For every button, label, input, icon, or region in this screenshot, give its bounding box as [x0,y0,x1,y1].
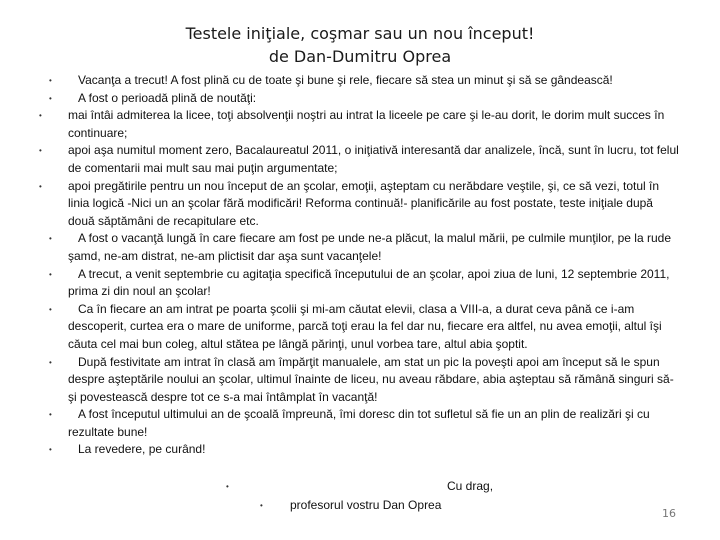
page-number: 16 [662,507,676,520]
closing-signature: • profesorul vostru Dan Oprea [290,497,441,514]
list-item: • apoi pregătirile pentru un nou început de an şcolar, emoţii, aşteptam cu nerăbdare veştile, şi, ce să vezi, totul în linia logică -Nici un an şcolar fără modificări! Reforma continuă!- planificările au fost postate, teste iniţiale după două săptămâni de recapitulare etc. [0,178,680,231]
list-item: • apoi aşa numitul moment zero, Bacalaureatul 2011, o iniţiativă interesantă dar analizele, încă, sunt în lucru, tot felul de comentarii mai mult sau mai puţin argumentate; [0,142,680,177]
page-title [0,22,720,68]
closing-greeting: • Cu drag, [447,478,493,495]
list-item: • A fost o perioadă plină de noutăţi: [0,90,680,108]
list-item: • A fost începutul ultimului an de şcoală împreună, îmi doresc din tot sufletul să fie un an plin de realizări şi cu rezultate bune! [0,406,680,441]
list-item: • La revedere, pe curând! [0,441,680,459]
list-item: • A trecut, a venit septembrie cu agitaţia specifică începutului de an şcolar, apoi ziua de luni, 12 septembrie 2011, prima zi din noul an şcolar! [0,266,680,301]
title-line: Testele iniţiale, coşmar sau un nou început! [185,24,535,43]
list-item: • Vacanţa a trecut! A fost plină cu de toate şi bune şi rele, fiecare să stea un minut şi să se gândească! [0,72,680,90]
bullet-list [0,72,680,459]
list-item: • Ca în fiecare an am intrat pe poarta şcolii şi mi-am căutat elevii, clasa a VIII-a, a durat ceva până ce i-am descoperit, curtea era o mare de uniforme, parcă toţi erau la fel dar nu, fiecare era altfel, nu avea emoţii, altul îşi căuta cel mai bun coleg, altul stătea pe lângă părinţi, unul vorbea tare, altul abia şoptit. [0,301,680,354]
list-item: • A fost o vacanţă lungă în care fiecare am fost pe unde ne-a plăcut, la malul mării, pe culmile munţilor, pe la rude şamd, ne-am distrat, ne-am plictisit dar aşa sunt vacanţele! [0,230,680,265]
list-item: • După festivitate am intrat în clasă am împărţit manualele, am stat un pic la poveşti apoi am început să le spun despre aşteptările noului an şcolar, ultimul înainte de liceu, nu aveau răbdare, abia aşteptau să rămână singuri să-şi povestească despre tot ce s-a mai întâmplat în vacanţă! [0,354,680,407]
author-line: de Dan-Dumitru Oprea [268,47,452,66]
list-item: • mai întâi admiterea la licee, toţi absolvenţii noştri au intrat la liceele pe care şi le-au dorit, le dorim mult succes în continuare; [0,107,680,142]
